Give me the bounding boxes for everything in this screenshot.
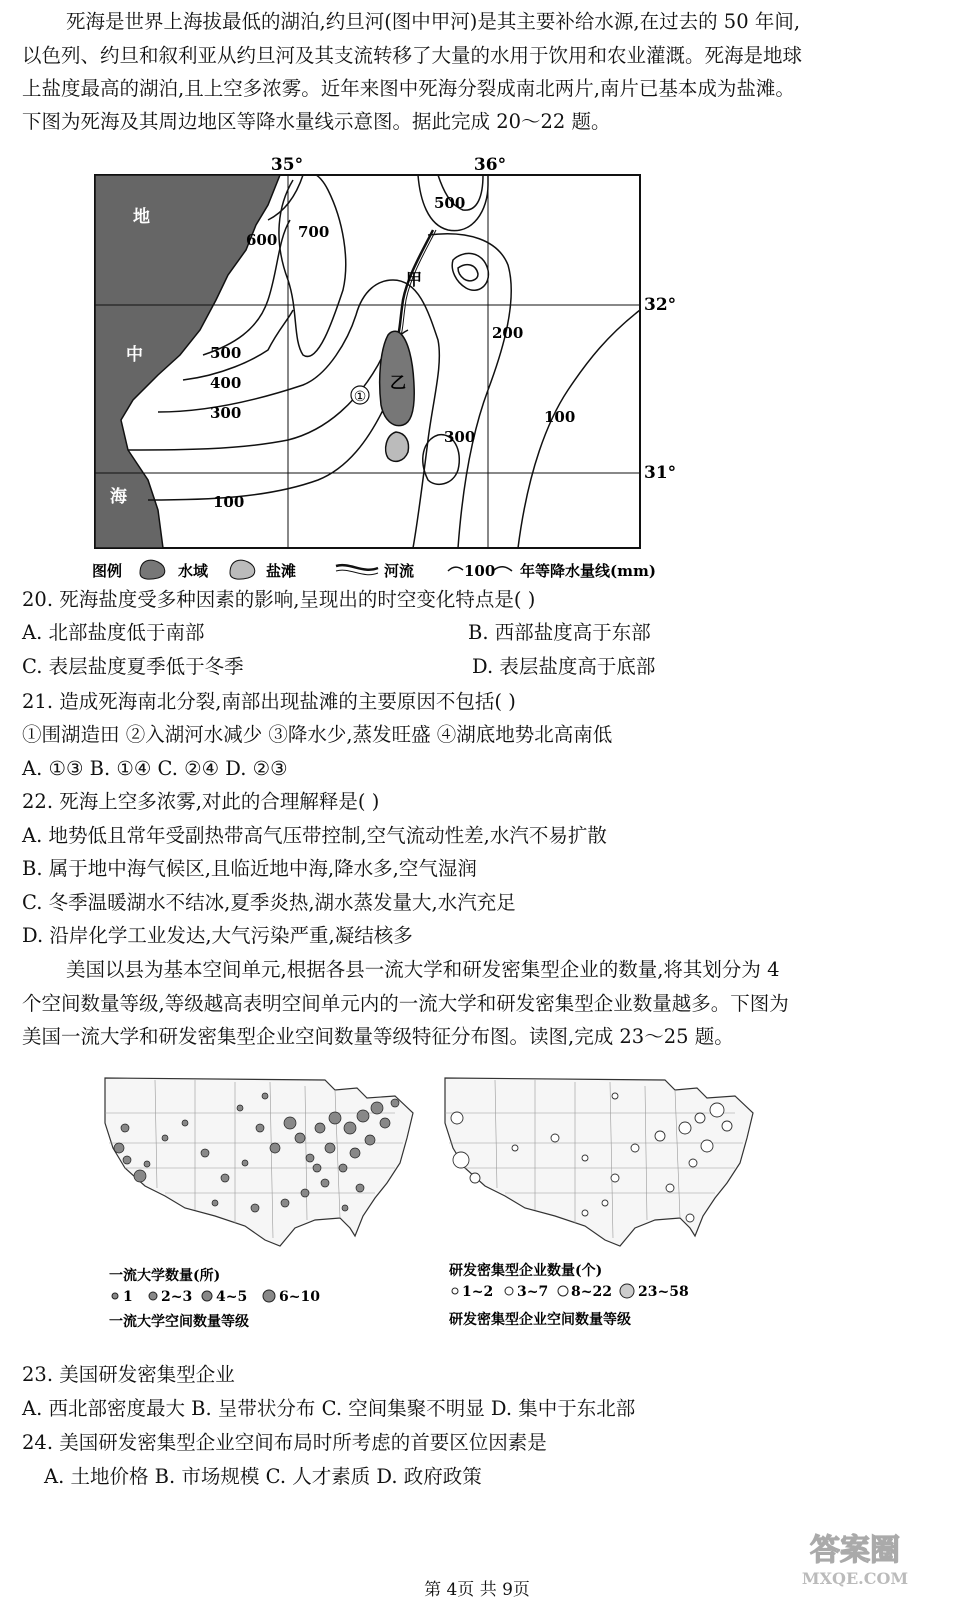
circle-label: ① [353, 389, 367, 405]
sea-label-1: 地 [133, 207, 150, 227]
usmap-right-class-1: 1~2 [462, 1284, 494, 1300]
usmap-left-caption: 一流大学空间数量等级 [109, 1314, 249, 1330]
page-footer: 第 4页 共 9页 [424, 1580, 530, 1600]
contour-label-300-west: 300 [210, 404, 242, 422]
legend-isohyet-icon [448, 567, 463, 571]
contour-label-500-west: 500 [210, 344, 242, 362]
sea-label-3: 海 [110, 487, 127, 507]
q20-option-c: C. 表层盐度夏季低于冬季 [22, 655, 244, 678]
contour-label-100-east: 100 [544, 408, 576, 426]
q21-options: A. ①③ B. ①④ C. ②④ D. ②③ [22, 757, 288, 780]
q20-stem: 20. 死海盐度受多种因素的影响,呈现出的时空变化特点是( ) [22, 588, 536, 611]
watermark-line-2: MXQE.COM [801, 1569, 909, 1588]
q21-items: ①围湖造田 ②入湖河水减少 ③降水少,蒸发旺盛 ④湖底地势北高南低 [22, 723, 613, 746]
lon-label-35: 35° [270, 155, 304, 175]
us-outline-right [445, 1078, 753, 1246]
contour-label-100-west: 100 [213, 493, 245, 511]
q22-option-b: B. 属于地中海气候区,且临近地中海,降水多,空气湿润 [22, 857, 477, 880]
contour-label-400: 400 [210, 374, 242, 392]
river-label: 甲 [406, 270, 423, 289]
legend-salt: 盐滩 [266, 562, 297, 580]
q20-option-d: D. 表层盐度高于底部 [472, 655, 656, 678]
q22-stem: 22. 死海上空多浓雾,对此的合理解释是( ) [22, 790, 380, 813]
us-outline-left [105, 1078, 413, 1246]
contour-label-200: 200 [492, 324, 524, 342]
q24-stem: 24. 美国研发密集型企业空间布局时所考虑的首要区位因素是 [22, 1431, 547, 1454]
intro2-line-2: 个空间数量等级,等级越高表明空间单元内的一流大学和研发密集型企业数量越多。下图为 [22, 992, 789, 1015]
usmap-left-class-1: 1 [123, 1289, 133, 1305]
lat-label-31: 31° [644, 463, 677, 483]
intro2-line-3: 美国一流大学和研发密集型企业空间数量等级特征分布图。读图,完成 23～25 题。 [22, 1025, 734, 1048]
contour-label-600: 600 [246, 231, 278, 249]
q20-option-a: A. 北部盐度低于南部 [22, 621, 205, 644]
watermark-line-1: 答案圈 [810, 1533, 900, 1568]
usmap-right-caption: 研发密集型企业空间数量等级 [449, 1312, 631, 1328]
q21-stem: 21. 造成死海南北分裂,南部出现盐滩的主要原因不包括( ) [22, 690, 516, 713]
dead-sea-isohyet-map [88, 150, 708, 585]
usmap-left-class-3: 4~5 [216, 1289, 248, 1305]
usmap-right-class-3: 8~22 [571, 1284, 612, 1300]
legend-isohyet-value: 100 [464, 562, 496, 580]
lon-label-36: 36° [473, 155, 507, 175]
q23-options: A. 西北部密度最大 B. 呈带状分布 C. 空间集聚不明显 D. 集中于东北部 [22, 1397, 636, 1420]
us-university-map [95, 1068, 425, 1338]
usmap-right-class-4: 23~58 [638, 1284, 689, 1300]
contour-label-300-east: 300 [444, 428, 476, 446]
q22-option-d: D. 沿岸化学工业发达,大气污染严重,凝结核多 [22, 924, 413, 947]
intro1-line-1: 死海是世界上海拔最低的湖泊,约旦河(图中甲河)是其主要补给水源,在过去的 50 年间, [66, 10, 801, 33]
usmap-left-class-4: 6~10 [279, 1289, 320, 1305]
sea-label-2: 中 [126, 345, 143, 365]
q22-option-c: C. 冬季温暖湖水不结冰,夏季炎热,湖水蒸发量大,水汽充足 [22, 891, 516, 914]
intro1-line-2: 以色列、约旦和叙利亚从约旦河及其支流转移了大量的水用于饮用和农业灌溉。死海是地球 [22, 44, 803, 67]
usmap-right-legend-title: 研发密集型企业数量(个) [449, 1263, 603, 1279]
us-rd-enterprise-map [435, 1068, 795, 1338]
contour-label-500-north: 500 [434, 194, 466, 212]
legend-water: 水域 [178, 562, 209, 580]
intro1-line-4: 下图为死海及其周边地区等降水量线示意图。据此完成 20～22 题。 [22, 110, 611, 133]
lat-label-32: 32° [644, 295, 677, 315]
usmap-right-class-2: 3~7 [517, 1284, 549, 1300]
legend-river-icon [336, 565, 378, 570]
contour-label-700: 700 [298, 223, 330, 241]
q20-option-b: B. 西部盐度高于东部 [468, 621, 651, 644]
legend-salt-icon [230, 560, 255, 579]
q23-stem: 23. 美国研发密集型企业 [22, 1363, 235, 1386]
usmap-left-class-2: 2~3 [161, 1289, 193, 1305]
legend-isohyet: 年等降水量线(mm) [520, 562, 656, 580]
usmap-left-legend-title: 一流大学数量(所) [109, 1268, 221, 1284]
legend-title: 图例 [92, 562, 123, 580]
intro2-line-1: 美国以县为基本空间单元,根据各县一流大学和研发密集型企业的数量,将其划分为 4 [66, 958, 780, 981]
q22-option-a: A. 地势低且常年受副热带高气压带控制,空气流动性差,水汽不易扩散 [22, 824, 607, 847]
lake-label: 乙 [390, 373, 407, 392]
legend-river: 河流 [384, 562, 415, 580]
dead-sea-salt-flat [386, 432, 409, 461]
intro1-line-3: 上盐度最高的湖泊,且上空多浓雾。近年来图中死海分裂成南北两片,南片已基本成为盐滩。 [22, 77, 795, 100]
q24-options: A. 土地价格 B. 市场规模 C. 人才素质 D. 政府政策 [44, 1465, 482, 1488]
legend-water-icon [140, 560, 165, 579]
